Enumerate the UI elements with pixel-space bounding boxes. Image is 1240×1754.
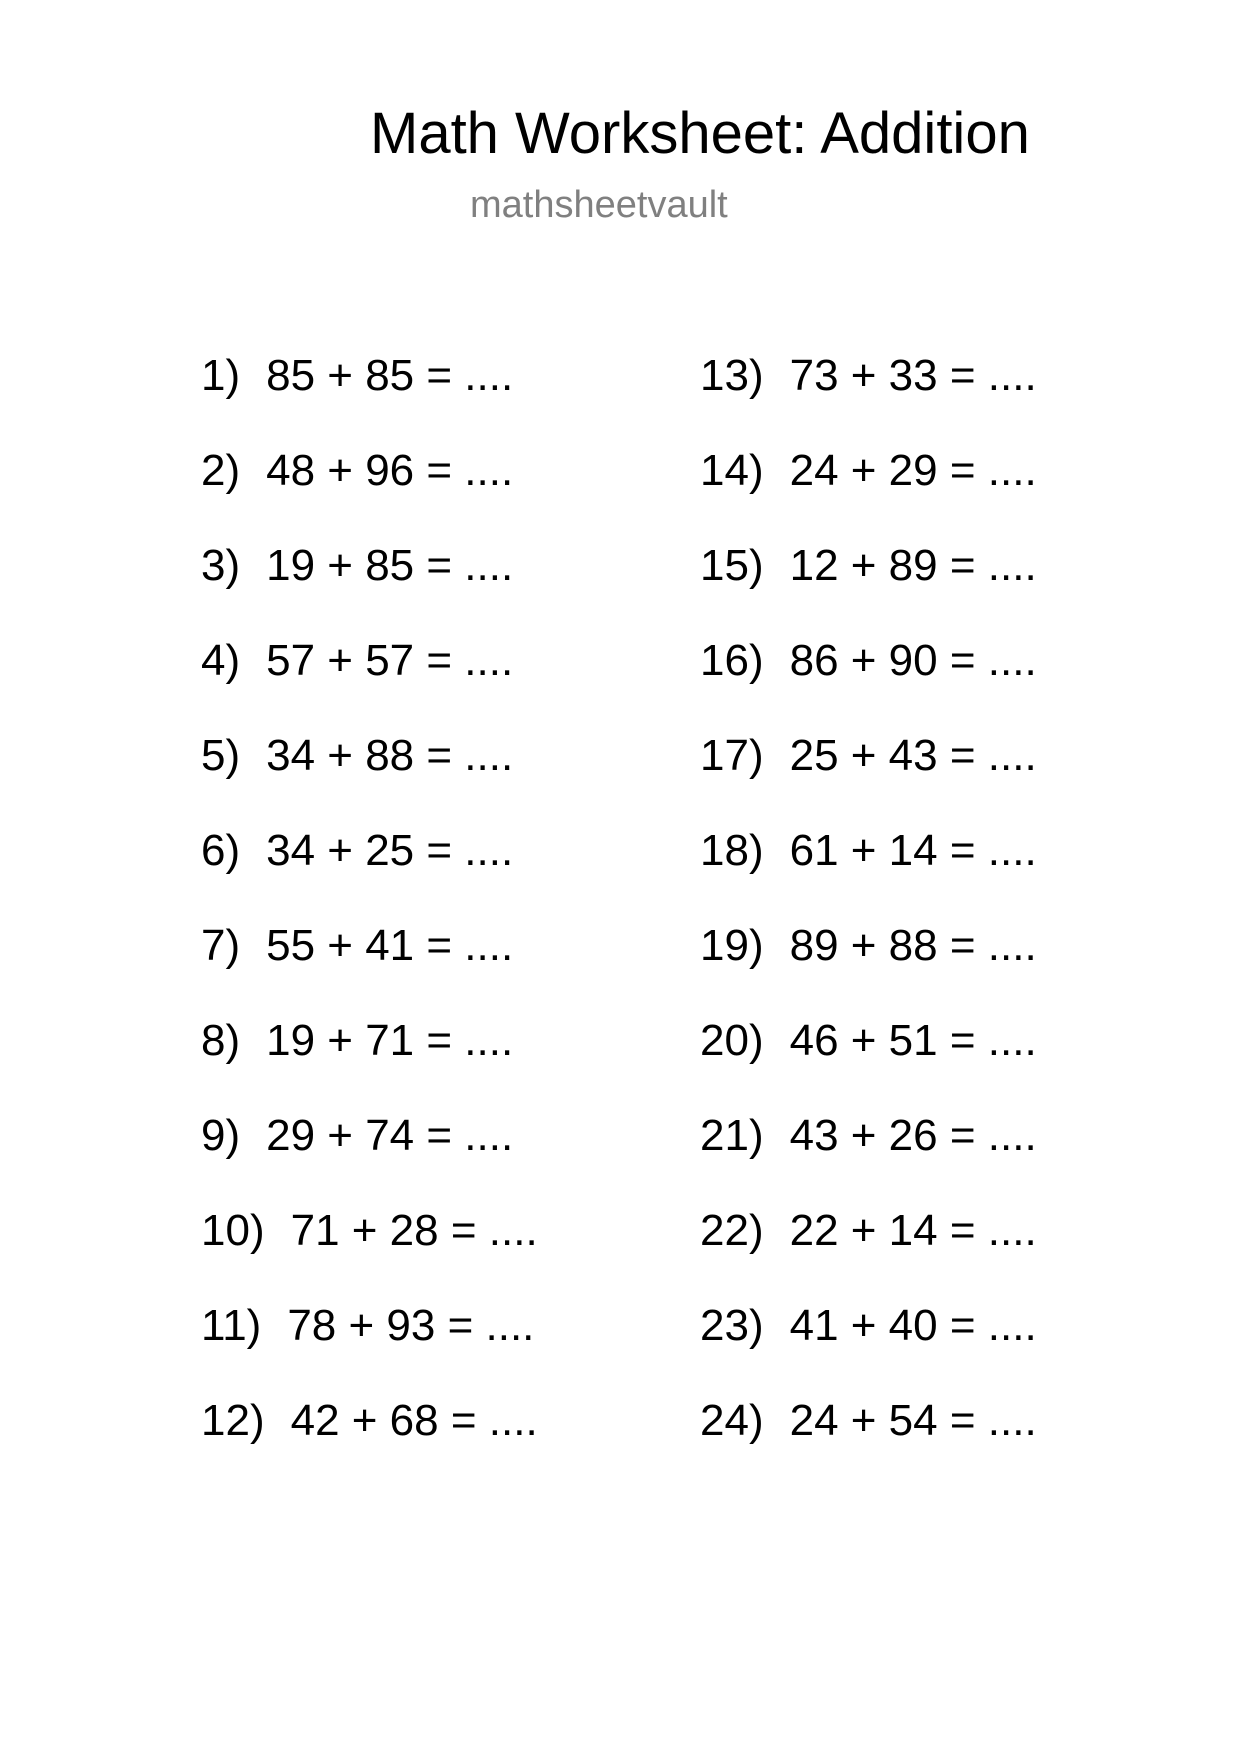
problems-column-right xyxy=(700,350,1037,1490)
problem-item xyxy=(700,1395,1037,1490)
problem-item xyxy=(700,730,1037,825)
page-title: Math Worksheet: Addition xyxy=(370,101,1030,166)
problem-expression: 19 + 85 = .... xyxy=(266,541,514,590)
problem-expression: 34 + 25 = .... xyxy=(266,826,514,875)
problem-item xyxy=(700,1205,1037,1300)
problem-number: 9) xyxy=(201,1111,241,1160)
problem-expression: 89 + 88 = .... xyxy=(789,921,1037,970)
problem-expression: 24 + 29 = .... xyxy=(789,446,1037,495)
problems-column-left xyxy=(201,350,538,1490)
problem-number: 1) xyxy=(201,351,241,400)
problem-expression: 22 + 14 = .... xyxy=(789,1206,1037,1255)
problem-item xyxy=(700,825,1037,920)
problem-expression: 25 + 43 = .... xyxy=(789,731,1037,780)
problem-item xyxy=(700,540,1037,635)
problem-number: 13) xyxy=(700,351,764,400)
problem-expression: 78 + 93 = .... xyxy=(287,1301,535,1350)
subtitle: mathsheetvault xyxy=(470,184,728,226)
problem-expression: 12 + 89 = .... xyxy=(789,541,1037,590)
problem-item xyxy=(201,1205,538,1300)
problem-number: 16) xyxy=(700,636,764,685)
problem-number: 5) xyxy=(201,731,241,780)
problem-expression: 34 + 88 = .... xyxy=(266,731,514,780)
problem-item xyxy=(201,1300,538,1395)
problem-expression: 71 + 28 = .... xyxy=(290,1206,538,1255)
problem-item xyxy=(201,1110,538,1205)
problem-expression: 86 + 90 = .... xyxy=(789,636,1037,685)
problem-number: 19) xyxy=(700,921,764,970)
problem-number: 7) xyxy=(201,921,241,970)
problem-expression: 41 + 40 = .... xyxy=(789,1301,1037,1350)
problem-expression: 85 + 85 = .... xyxy=(266,351,514,400)
problem-expression: 19 + 71 = .... xyxy=(266,1016,514,1065)
problem-item xyxy=(700,1300,1037,1395)
problem-number: 22) xyxy=(700,1206,764,1255)
problem-item xyxy=(700,1015,1037,1110)
problem-item xyxy=(700,350,1037,445)
problem-item xyxy=(201,1015,538,1110)
problem-number: 14) xyxy=(700,446,764,495)
problem-item xyxy=(201,635,538,730)
problem-number: 23) xyxy=(700,1301,764,1350)
problem-number: 4) xyxy=(201,636,241,685)
problem-number: 20) xyxy=(700,1016,764,1065)
problem-expression: 43 + 26 = .... xyxy=(789,1111,1037,1160)
problem-expression: 61 + 14 = .... xyxy=(789,826,1037,875)
problem-item xyxy=(201,730,538,825)
problem-expression: 73 + 33 = .... xyxy=(789,351,1037,400)
problem-expression: 48 + 96 = .... xyxy=(266,446,514,495)
problem-number: 11) xyxy=(201,1301,262,1350)
problem-expression: 29 + 74 = .... xyxy=(266,1111,514,1160)
problem-expression: 24 + 54 = .... xyxy=(789,1396,1037,1445)
problem-item xyxy=(201,1395,538,1490)
problem-expression: 57 + 57 = .... xyxy=(266,636,514,685)
problem-item xyxy=(201,445,538,540)
problem-item xyxy=(201,540,538,635)
problem-item xyxy=(201,825,538,920)
problem-item xyxy=(201,920,538,1015)
problem-expression: 42 + 68 = .... xyxy=(290,1396,538,1445)
problem-item xyxy=(201,350,538,445)
problem-item xyxy=(700,445,1037,540)
problem-number: 6) xyxy=(201,826,241,875)
problem-number: 18) xyxy=(700,826,764,875)
problem-item xyxy=(700,1110,1037,1205)
problem-item xyxy=(700,635,1037,730)
problem-expression: 46 + 51 = .... xyxy=(789,1016,1037,1065)
problem-number: 2) xyxy=(201,446,241,495)
problem-number: 17) xyxy=(700,731,764,780)
problem-expression: 55 + 41 = .... xyxy=(266,921,514,970)
problem-number: 8) xyxy=(201,1016,241,1065)
problem-item xyxy=(700,920,1037,1015)
problem-number: 12) xyxy=(201,1396,265,1445)
problem-number: 24) xyxy=(700,1396,764,1445)
problem-number: 10) xyxy=(201,1206,265,1255)
problem-number: 15) xyxy=(700,541,764,590)
problem-number: 3) xyxy=(201,541,241,590)
problem-number: 21) xyxy=(700,1111,764,1160)
